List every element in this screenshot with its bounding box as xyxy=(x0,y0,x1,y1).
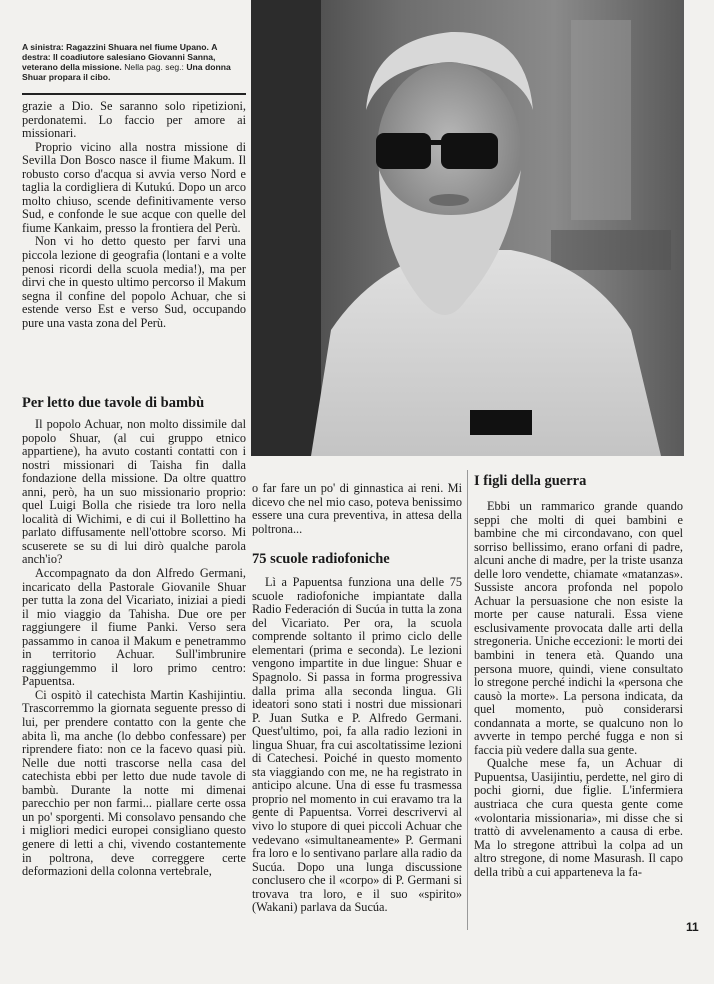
paragraph: Proprio vicino alla nostra missione di Sevilla Don Bosco nasce il fiume Makum. Il robusto corso d'acqua si avvia verso Nord e taglia la cordigliera di Kutukú. Dopo un arco molto chiuso, scende definitivamente verso Sud, e confonde le sue acque con quelle del fiume Kankaim, presso la frontiera del Perù. xyxy=(22,139,246,235)
caption-text-next: Una donna Shuar propara il cibo. xyxy=(22,62,231,82)
column-3 xyxy=(474,472,683,879)
paragraph: Ci ospitò il catechista Martin Kashijintiu. Trascorremmo la giornata seguente presso di lui, per prendere contatto con la gente che abita lì, ma anche (lo debbo confessare) per riprendere fiato: non ce la facevo quasi più. Nelle due notti trascorse nella casa del catechista ebbi per letto due nude tavole di bambù. Durante la notte mi dimenai parecchio per non farmi... piallare certe ossa un po' sporgenti. Mi consolavo pensando che i migliori medici europei consigliano questo genere di letti a chi, vivendo costantemente in poltrona, deve correggere certe deformazioni della colonna vertebrale, xyxy=(22,687,246,879)
portrait-image xyxy=(251,0,684,456)
paragraph: Il popolo Achuar, non molto dissimile dal popolo Shuar, (al cui gruppo etnico appartiene), ha avuto costanti contatti con i nostri missionari di Taisha fin dalla fondazione della missione. Da oltre quattro anni, però, ha un suo missionario proprio: quel Luigi Bolla che risiede tra loro nella località di Wichimi, e di cui il Bollettino ha parlato diffusamente nell'ottobre scorso. Mi scuserete se su di lui dirò qualche parola anch'io? xyxy=(22,417,246,567)
column-1-bottom xyxy=(22,394,246,879)
paragraph: o far fare un po' di ginnastica ai reni. Mi dicevo che nel mio caso, poteva benissimo essere una cura preventiva, in attesa della poltrona... xyxy=(252,481,463,536)
paragraph: Ebbi un rammarico grande quando seppi che molti di quei bambini e bambine che mi circondavano, con quel sorriso bellissimo, erano orfani di padre, alcuni anche di madre, per la triste usanza delle loro vendette, chiamate «matanzas». Sussiste ancora profonda nel popolo Achuar la persuasione che non esiste la morte per cause naturali. Essa viene esclusivamente provocata dalle arti della stregoneria. Uniche eccezioni: le morti dei bambini in tenera età. Quando una persona muore, quindi, viene consultato lo stregone perché indichi la «persona che causò la morte». La persona indicata, da quel momento, può considerarsi condannata a morte, se qualcuno non lo avverte in tempo perché fugga e non si faccia più vedere dalla sua gente. xyxy=(474,499,683,757)
paragraph: grazie a Dio. Se saranno solo ripetizioni, perdonatemi. Lo faccio per amore ai missionari. xyxy=(22,99,246,141)
section-heading: Per letto due tavole di bambù xyxy=(22,395,205,411)
paragraph: Lì a Papuentsa funziona una delle 75 scuole radiofoniche impiantate dalla Radio Federación di Sucúa in tutta la zona del Vicariato. Per ora, la scuola comprende soltanto il primo ciclo delle elementari (prima e seconda). Le lezioni vengono impartite in due lingue: Shuar e Spagnolo. Si passa in forma progressiva dalla prima alla seconda lingua. Gli ideatori sono stati i nostri due missionari P. Juan Sutka e P. Alfredo Germani. Quest'ultimo, poi, fa alla radio lezioni in lingua Shuar, fra cui ascoltatissime lezioni di Catechesi. Poiché in questo momento sta viaggiando con me, ne ha registrato in anticipo alcune. Una di esse fu trasmessa proprio nel momento in cui eravamo tra la gente di Papuentsa. Vorrei descrivervi al vivo lo stupore di quei piccoli Achuar che vedevano «simultaneamente» P. Germani fra loro e lo sentivano parlare alla radio da Sucúa. Dopo una lunga discussione conclusero che il «corpo» di P. Germani si trovava tra loro, e il suo «spirito» (Wakani) parlava da Sucúa. xyxy=(252,575,462,915)
caption-text-left: Ragazzini Shuara nel fiume Upano. xyxy=(66,42,209,52)
caption-label-left: A sinistra: xyxy=(22,42,64,52)
caption-text-right: Il coadiutore salesiano Giovanni Sanna, veterano della missione. xyxy=(22,52,216,72)
caption-rule xyxy=(22,93,246,95)
caption-label-next: Nella pag. seg.: xyxy=(124,62,184,72)
column-1-top xyxy=(22,100,246,330)
column-divider xyxy=(467,470,468,930)
caption-label-right: A destra: xyxy=(22,42,218,62)
portrait-photo xyxy=(251,0,684,456)
section-heading: I figli della guerra xyxy=(474,473,587,489)
photo-caption xyxy=(22,42,246,82)
column-2 xyxy=(252,482,462,915)
page-number: 11 xyxy=(686,920,699,934)
paragraph: Accompagnato da don Alfredo Germani, incaricato della Pastorale Giovanile Shuar per tutta la zona del Vicariato, iniziai a piedi il mio viaggio da Tahisha. Due ore per raggiungere il fiume Panki. Verso sera passammo in canoa il Makum e penetrammo in territorio Achuar. Sull'imbrunire raggiungemmo il loro primo centro: Papuentsa. xyxy=(22,566,246,689)
paragraph: Qualche mese fa, un Achuar di Pupuentsa, Uasijintiu, perdette, nel giro di pochi giorni, due figlie. L'infermiera austriaca che cura questa gente come «volontaria missionaria», mi disse che si trattò di avvelenamento a causa di erbe. Ma lo stregone attribuì la colpa ad un altro stregone, di nome Masurash. Il capo della tribù a cui apparteneva la fa- xyxy=(474,756,683,879)
paragraph: Non vi ho detto questo per farvi una piccola lezione di geografia (lontani e a volte penosi ricordi della scuola media!), ma per dirvi che in questo ultimo percorso il Makum segna il confine del popolo Achuar, che si estende verso Est e verso Sud, occupando pure una vasta zona del Perù. xyxy=(22,234,246,330)
section-heading: 75 scuole radiofoniche xyxy=(252,551,390,568)
